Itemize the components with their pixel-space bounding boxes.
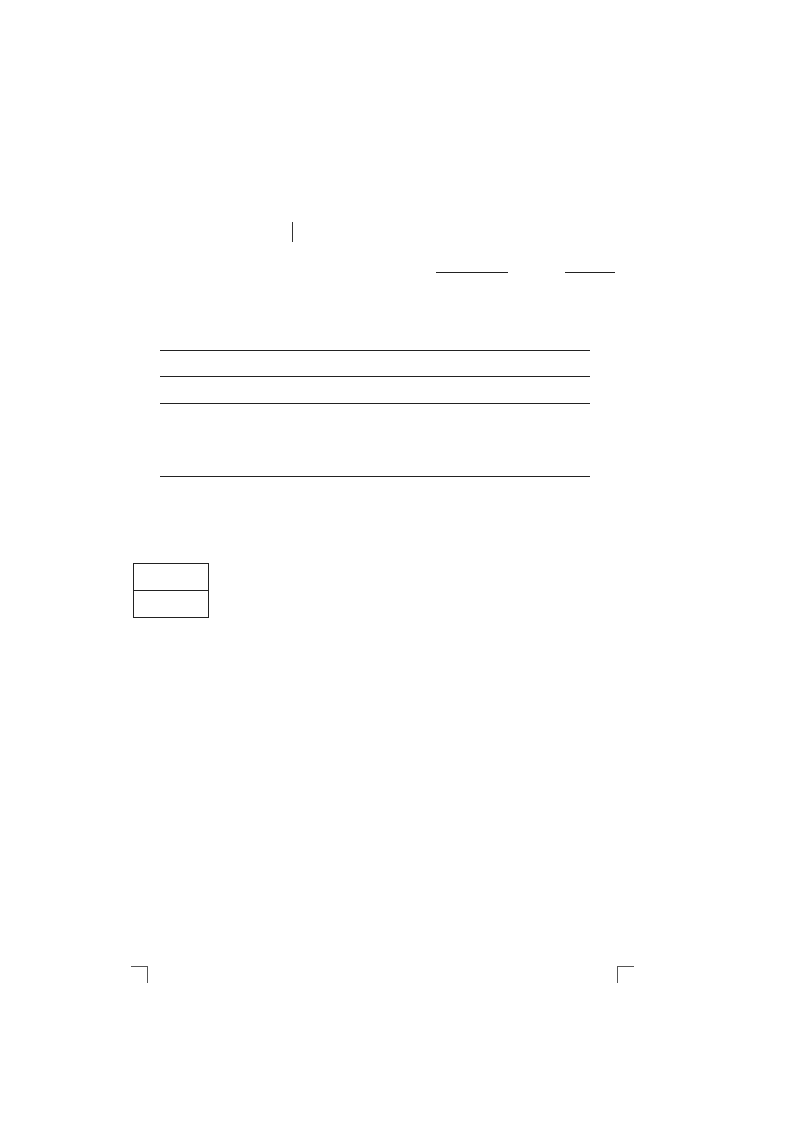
- page-corner-left: [131, 966, 148, 983]
- page-corner-right: [617, 966, 634, 983]
